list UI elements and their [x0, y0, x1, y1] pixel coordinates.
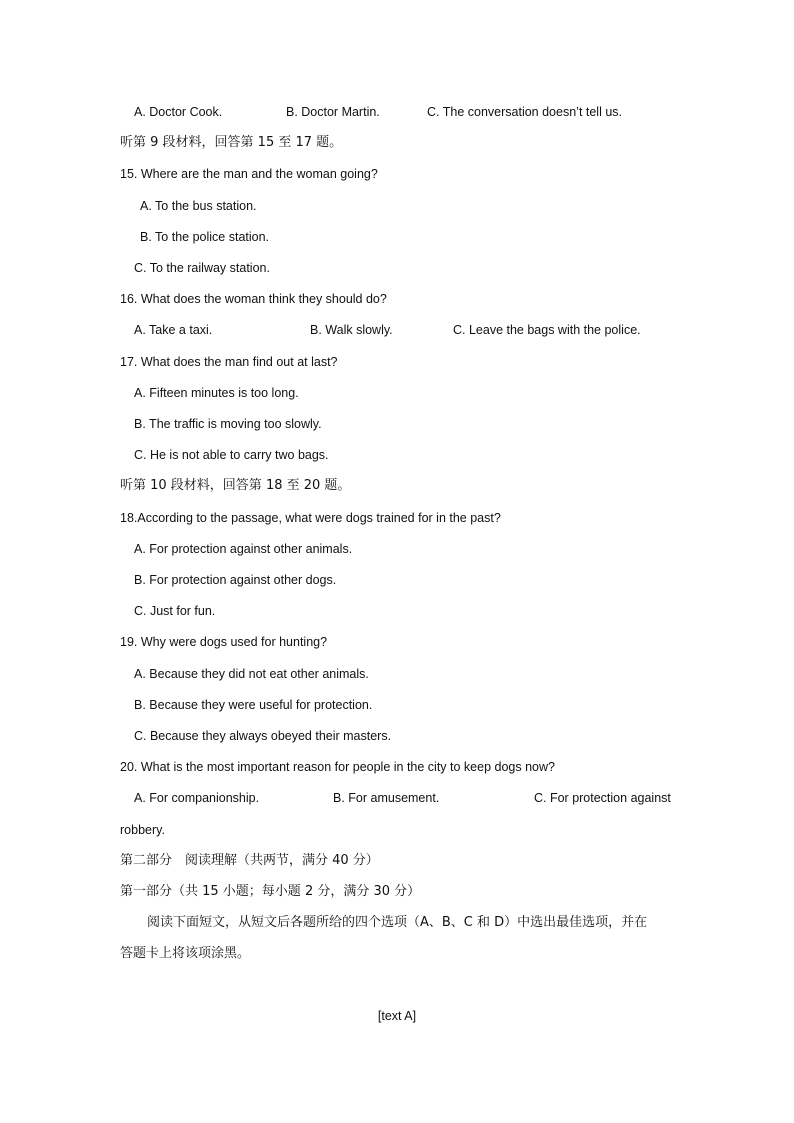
q16-option-b: B. Walk slowly. [310, 323, 393, 337]
q16-option-a: A. Take a taxi. [134, 323, 213, 337]
q19-option-c: C. Because they always obeyed their masters. [134, 729, 392, 743]
q14-option-c: C. The conversation doesn’t tell us. [427, 105, 623, 119]
section9-intro: 听第 9 段材料，回答第 15 至 17 题。 [120, 135, 343, 150]
q18-question: 18.According to the passage, what were dogs trained for in the past? [120, 511, 501, 525]
q20-option-c: C. For protection against [534, 791, 671, 805]
q19-option-a: A. Because they did not eat other animals. [134, 667, 369, 681]
q14-options [0, 104, 794, 120]
instructions-line-2: 答题卡上将该项涂黑。 [120, 946, 251, 961]
q16-options [0, 322, 794, 338]
q20-options [0, 790, 794, 806]
section10-intro: 听第 10 段材料，回答第 18 至 20 题。 [120, 478, 351, 493]
q16-option-c: C. Leave the bags with the police. [453, 323, 641, 337]
text-a-label: [text A] [377, 1009, 417, 1023]
q18-option-b: B. For protection against other dogs. [134, 573, 337, 587]
q20-option-a: A. For companionship. [134, 791, 260, 805]
q17-option-b: B. The traffic is moving too slowly. [134, 417, 322, 431]
q17-option-a: A. Fifteen minutes is too long. [134, 386, 299, 400]
q15-option-b: B. To the police station. [140, 230, 270, 244]
instructions-line-1: 阅读下面短文，从短文后各题所给的四个选项（A、B、C 和 D）中选出最佳选项，并在 [147, 915, 648, 930]
q16-question: 16. What does the woman think they should do? [120, 292, 387, 306]
q15-option-c: C. To the railway station. [134, 261, 270, 275]
part2-section1-heading: 第一部分（共 15 小题；每小题 2 分，满分 30 分） [120, 884, 421, 899]
q17-question: 17. What does the man find out at last? [120, 355, 338, 369]
q20-option-c-continued: robbery. [120, 823, 165, 837]
q20-question: 20. What is the most important reason for people in the city to keep dogs now? [120, 760, 555, 774]
q14-option-b: B. Doctor Martin. [286, 105, 380, 119]
q17-option-c: C. He is not able to carry two bags. [134, 448, 329, 462]
q19-option-b: B. Because they were useful for protection. [134, 698, 373, 712]
q18-option-c: C. Just for fun. [134, 604, 216, 618]
part2-title: 第二部分 阅读理解（共两节，满分 40 分） [120, 853, 379, 868]
q18-option-a: A. For protection against other animals. [134, 542, 353, 556]
q14-option-a: A. Doctor Cook. [134, 105, 223, 119]
q19-question: 19. Why were dogs used for hunting? [120, 635, 328, 649]
q15-question: 15. Where are the man and the woman going? [120, 167, 378, 181]
q15-option-a: A. To the bus station. [140, 199, 257, 213]
q20-option-b: B. For amusement. [333, 791, 440, 805]
